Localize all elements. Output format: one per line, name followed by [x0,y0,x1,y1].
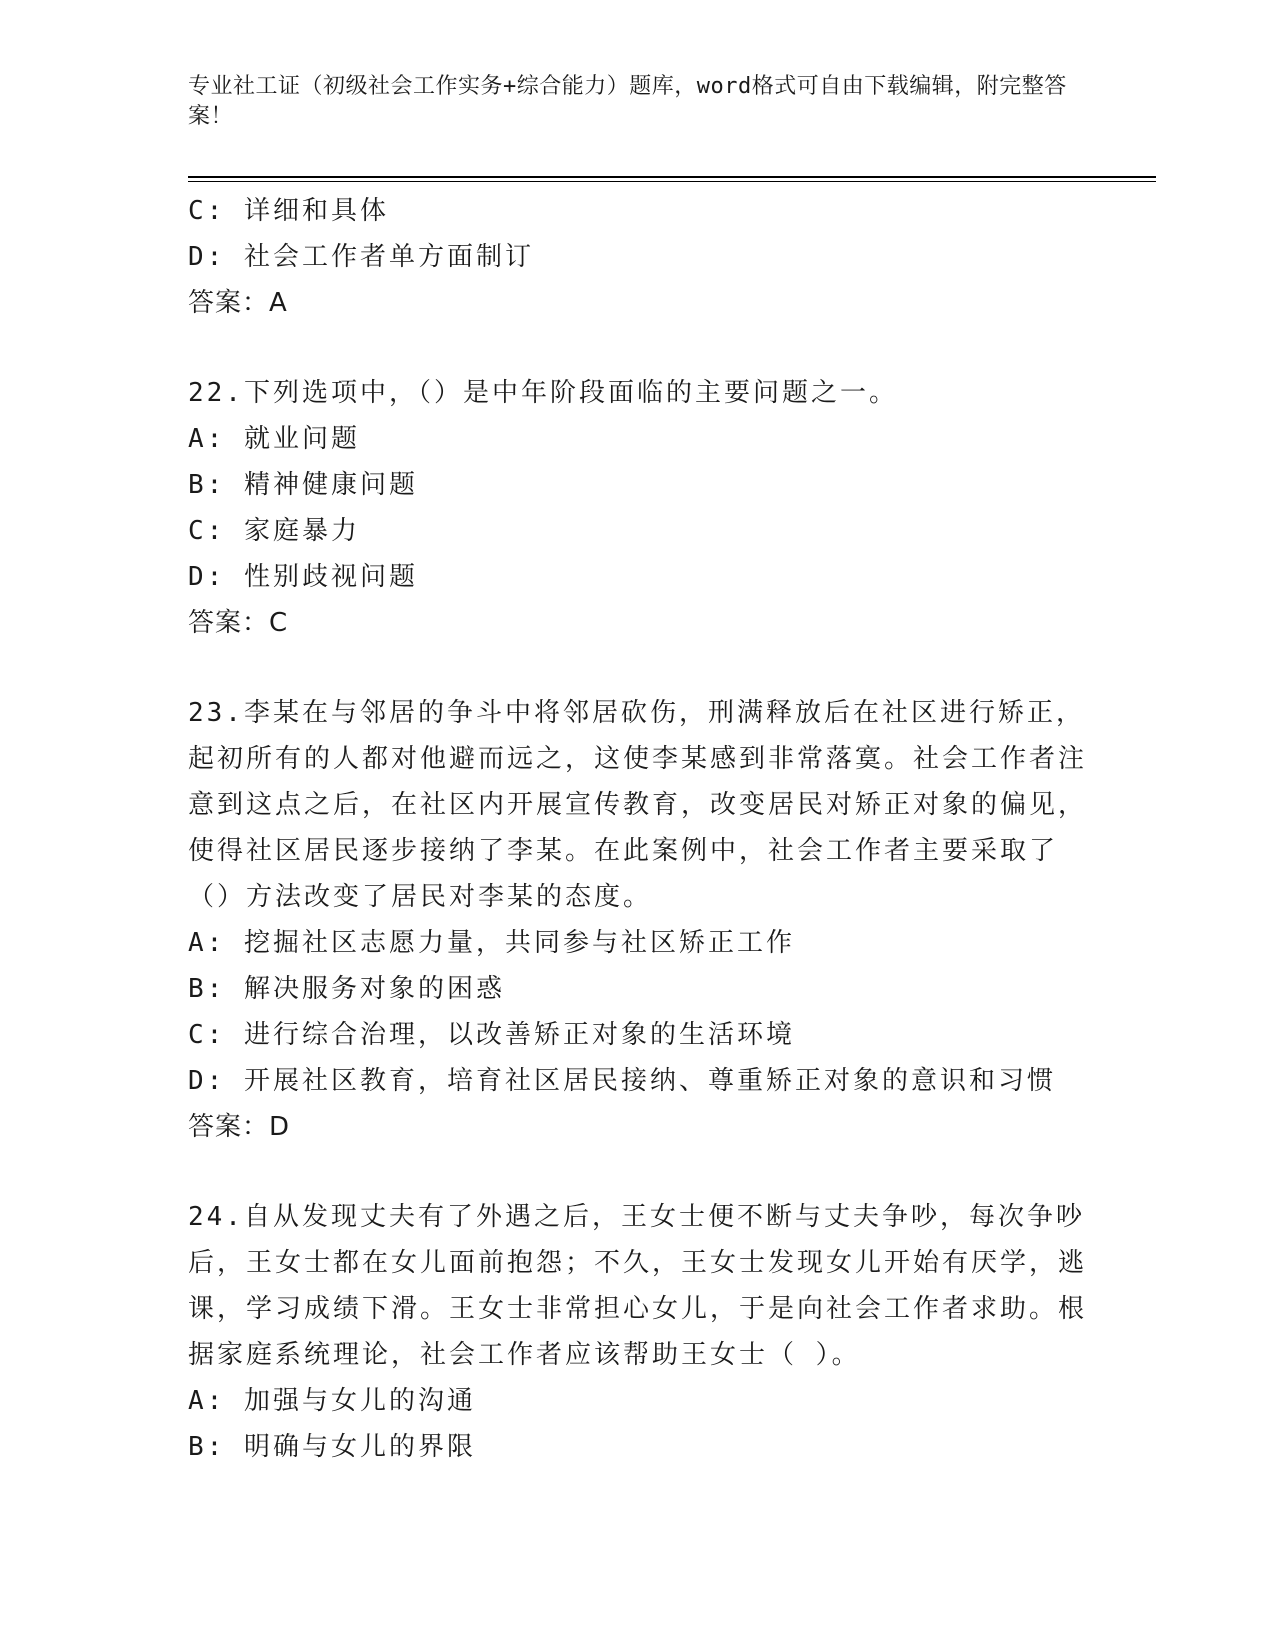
option-a [188,416,1088,462]
option-text: 详细和具体 [243,196,389,226]
option-text: 社会工作者单方面制订 [243,242,534,272]
question-number: 23. [188,698,244,728]
option-letter: D [188,1066,207,1096]
question-block-23 [188,690,1088,1150]
option-b [188,966,1088,1012]
question-stem [188,1194,1088,1378]
option-d [188,554,1088,600]
option-letter: D [188,242,207,272]
question-block-24 [188,1194,1088,1470]
answer-line: 答案：A [188,288,288,318]
option-letter: B [188,974,207,1004]
option-text: 家庭暴力 [243,516,360,546]
option-text: 开展社区教育，培育社区居民接纳、尊重矫正对象的意识和习惯 [243,1066,1056,1096]
option-letter: A [188,928,207,958]
question-number: 22. [188,378,244,408]
option-separator: : [206,242,244,272]
option-separator: : [206,470,244,500]
option-separator: : [206,1020,244,1050]
option-separator: : [206,196,244,226]
option-a [188,1378,1088,1424]
document-body [188,188,1088,1470]
answer-line: 答案：C [188,608,289,638]
option-text: 就业问题 [243,424,360,454]
option-text: 精神健康问题 [243,470,418,500]
option-c [188,508,1088,554]
option-letter: A [188,1386,207,1416]
header-rule-thick [188,176,1156,178]
option-letter: C [188,1020,207,1050]
question-text: 李某在与邻居的争斗中将邻居砍伤，刑满释放后在社区进行矫正，起初所有的人都对他避而远之，这使李某感到非常落寞。社会工作者注意到这点之后，在社区内开展宣传教育，改变居民对矫正对象的偏见，使得社区居民逐步接纳了李某。在此案例中，社会工作者主要采取了（）方法改变了居民对李某的态度。 [188,698,1088,912]
header-rule-thin [188,181,1156,182]
option-letter: C [188,516,207,546]
option-letter: C [188,196,207,226]
option-c [188,188,1088,234]
option-separator: : [206,1066,244,1096]
option-separator: : [206,562,244,592]
option-text: 解决服务对象的困惑 [243,974,505,1004]
option-text: 性别歧视问题 [243,562,418,592]
option-c [188,1012,1088,1058]
option-b [188,462,1088,508]
question-stem [188,690,1088,920]
option-separator: : [206,516,244,546]
question-text: 自从发现丈夫有了外遇之后，王女士便不断与丈夫争吵，每次争吵后，王女士都在女儿面前抱怨；不久，王女士发现女儿开始有厌学，逃课，学习成绩下滑。王女士非常担心女儿，于是向社会工作者求助。根据家庭系统理论，社会工作者应该帮助王女士（ ）。 [188,1202,1088,1370]
option-text: 挖掘社区志愿力量，共同参与社区矫正工作 [243,928,795,958]
option-d [188,1058,1088,1104]
option-separator: : [206,1386,244,1416]
option-a [188,920,1088,966]
option-d [188,234,1088,280]
question-number: 24. [188,1202,244,1232]
option-letter: A [188,424,207,454]
option-letter: B [188,470,207,500]
question-block-21 [188,188,1088,326]
option-letter: D [188,562,207,592]
question-block-22 [188,370,1088,646]
option-text: 加强与女儿的沟通 [243,1386,476,1416]
option-separator: : [206,424,244,454]
option-separator: : [206,1432,244,1462]
option-text: 明确与女儿的界限 [243,1432,476,1462]
option-b [188,1424,1088,1470]
option-letter: B [188,1432,207,1462]
question-text: 下列选项中，（）是中年阶段面临的主要问题之一。 [243,378,898,408]
option-text: 进行综合治理，以改善矫正对象的生活环境 [243,1020,795,1050]
answer-line: 答案：D [188,1112,291,1142]
header-text: 专业社工证（初级社会工作实务+综合能力）题库，word格式可自由下载编辑，附完整答案！ [188,74,1067,129]
page-header [188,72,1088,132]
option-separator: : [206,974,244,1004]
question-stem [188,370,1088,416]
option-separator: : [206,928,244,958]
